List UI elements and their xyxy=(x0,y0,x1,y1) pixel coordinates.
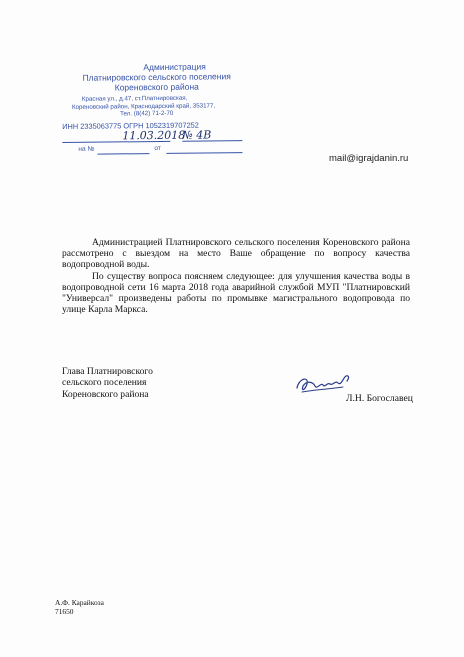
stamp-reference-line xyxy=(62,143,252,157)
stamp-org-line3: Кореновского района xyxy=(114,81,199,93)
ref-number-label: на № xyxy=(78,145,95,153)
recipient-email: mail@igrajdanin.ru xyxy=(329,153,409,164)
signature-title-line3: Кореновского района xyxy=(62,388,149,400)
letterhead-stamp xyxy=(62,61,253,156)
paragraph-2: По существу вопроса поясняем следующее: для улучшения качества воды в водопроводной сети 16 марта 2018 года аварийной службой МУП "Платнировский "Универсал" произведены работы по промывке магистрального водопровода по улице Карла Маркса. xyxy=(62,270,410,316)
handwritten-date: 11.03.2018 xyxy=(122,128,186,142)
signature-title-line2: сельского поселения xyxy=(62,377,147,389)
executor-block xyxy=(55,598,104,616)
executor-name: А.Ф. Карайкоза xyxy=(55,598,104,607)
ref-from-label: от xyxy=(154,144,161,152)
ref-from-rule xyxy=(166,152,242,154)
signature-title-line1: Глава Платнировского xyxy=(62,366,153,377)
ref-number-rule xyxy=(97,153,149,155)
stamp-phone: Тел. (8(42) 71-2-70 xyxy=(120,109,174,118)
letter-body xyxy=(62,237,410,315)
paragraph-1: Администрацией Платнировского сельского поселения Кореновского района рассмотрено с выездом на место Ваше обращение по вопросу качества водопроводной воды. xyxy=(62,237,410,271)
stamp-address-line2: Кореновский район, Краснодарский край, 353177, xyxy=(71,101,216,111)
handwritten-number: № 4В xyxy=(182,127,212,142)
executor-phone: 71650 xyxy=(55,607,74,616)
stamp-org-line2: Платнировского сельского поселения xyxy=(82,71,231,83)
stamp-address-line1: Красная ул., д.47, ст.Платнировская, xyxy=(81,94,188,103)
signature-block xyxy=(62,366,153,400)
stamp-ids: ИНН 2335063775 ОГРН 1052319707252 xyxy=(62,120,199,131)
signer-name: Л.Н. Богославец xyxy=(346,393,413,404)
stamp-org-line1: Администрация xyxy=(143,61,206,73)
